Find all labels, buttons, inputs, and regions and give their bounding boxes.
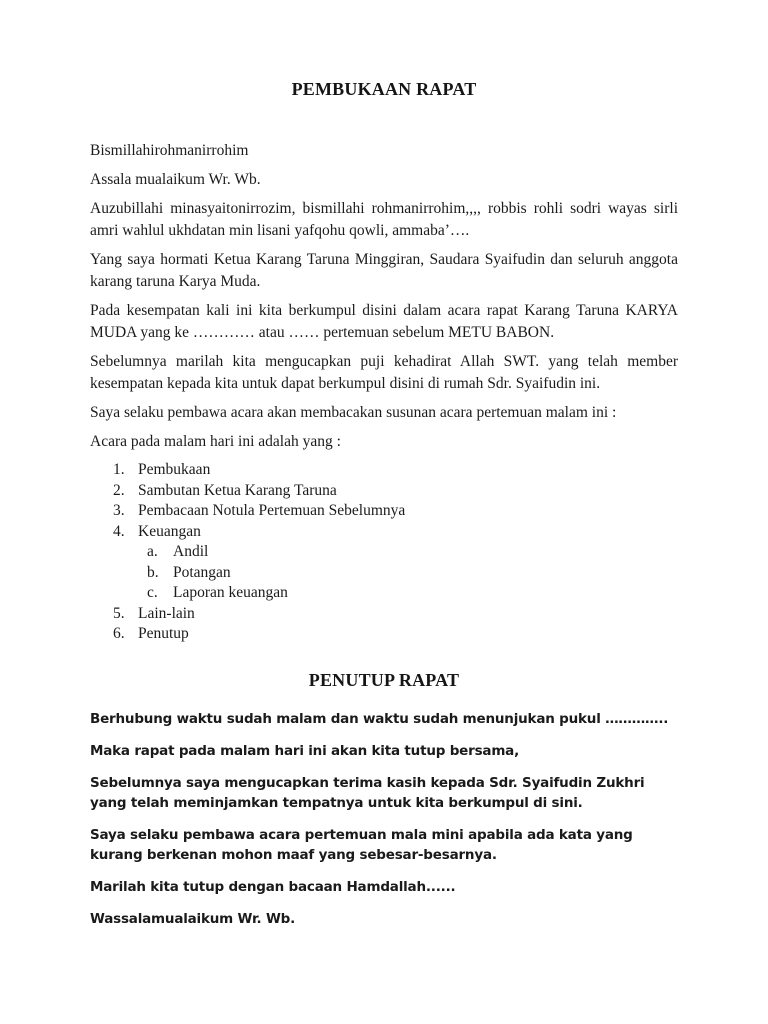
paragraph-greeting: Assala mualaikum Wr. Wb. [90,171,261,188]
paragraph-agenda-intro: Acara pada malam hari ini adalah yang : [90,433,341,450]
agenda-item-label: Pembacaan Notula Pertemuan Sebelumnya [138,502,406,519]
agenda-item-marker: 6. [113,625,125,642]
agenda-list [90,460,678,645]
paragraph-farewell: Wassalamualaikum Wr. Wb. [90,910,296,927]
paragraph-hamdallah: Marilah kita tutup dengan bacaan Hamdallah...... [90,878,456,895]
agenda-item-marker: 2. [113,481,125,499]
agenda-sub-item [90,583,678,604]
paragraph-close-together: Maka rapat pada malam hari ini akan kita tutup bersama, [90,742,520,759]
agenda-item [90,481,678,502]
agenda-item-label: Pembukaan [138,461,211,478]
agenda-item [90,501,678,522]
opening-section [90,140,678,645]
agenda-sub-item-label: Laporan keuangan [173,584,288,601]
paragraph-thanks-host: Sebelumnya saya mengucapkan terima kasih kepada Sdr. Syaifudin Zukhri yang telah meminjamkan tempatnya untuk kita berkumpul di sini. [90,774,645,811]
agenda-item-label: Lain-lain [138,604,195,622]
closing-title: PENUTUP RAPAT [308,669,460,690]
agenda-sub-item [90,563,678,584]
agenda-item [90,604,678,625]
paragraph-apology: Saya selaku pembawa acara pertemuan mala mini apabila ada kata yang kurang berkenan mohon maaf yang sebesar-besarnya. [90,826,633,863]
agenda-sub-item [90,542,678,563]
paragraph-bismillah: Bismillahirohmanirrohim [90,142,249,159]
agenda-item [90,522,678,543]
agenda-item-marker: 5. [113,604,125,622]
agenda-item [90,460,678,481]
paragraph-occasion: Pada kesempatan kali ini kita berkumpul disini dalam acara rapat Karang Taruna KARYA MUDA yang ke ………… atau …… pertemuan sebelum METU BABON. [90,302,678,341]
agenda-sub-item-marker: a. [147,543,158,560]
agenda-item-label: Keuangan [138,522,201,540]
paragraph-time-check: Berhubung waktu sudah malam dan waktu sudah menunjukan pukul ………….. [90,710,669,727]
agenda-item [90,624,678,645]
paragraph-honored-guests: Yang saya hormati Ketua Karang Taruna Minggiran, Saudara Syaifudin dan seluruh anggota karang taruna Karya Muda. [90,251,678,290]
opening-title: PEMBUKAAN RAPAT [291,79,477,99]
agenda-item-label: Penutup [138,625,189,642]
agenda-sub-item-label: Andil [173,543,209,560]
agenda-item-marker: 3. [113,502,125,519]
agenda-item-marker: 1. [113,461,125,478]
agenda-sub-item-marker: c. [147,584,158,601]
agenda-sub-item-marker: b. [147,563,159,581]
agenda-item-label: Sambutan Ketua Karang Taruna [138,481,337,499]
closing-section [90,709,678,929]
agenda-item-marker: 4. [113,522,125,540]
paragraph-emcee-intro: Saya selaku pembawa acara akan membacakan susunan acara pertemuan malam ini : [90,404,617,421]
paragraph-thanks: Sebelumnya marilah kita mengucapkan puji kehadirat Allah SWT. yang telah member kesempatan kepada kita untuk dapat berkumpul disini di rumah Sdr. Syaifudin ini. [90,353,678,392]
paragraph-prayer: Auzubillahi minasyaitonirrozim, bismillahi rohmanirrohim,,,, robbis rohli sodri wayas sirli amri wahlul ukhdatan min lisani yafqohu qowli, ammaba’…. [90,200,678,239]
agenda-sub-item-label: Potangan [173,563,231,581]
